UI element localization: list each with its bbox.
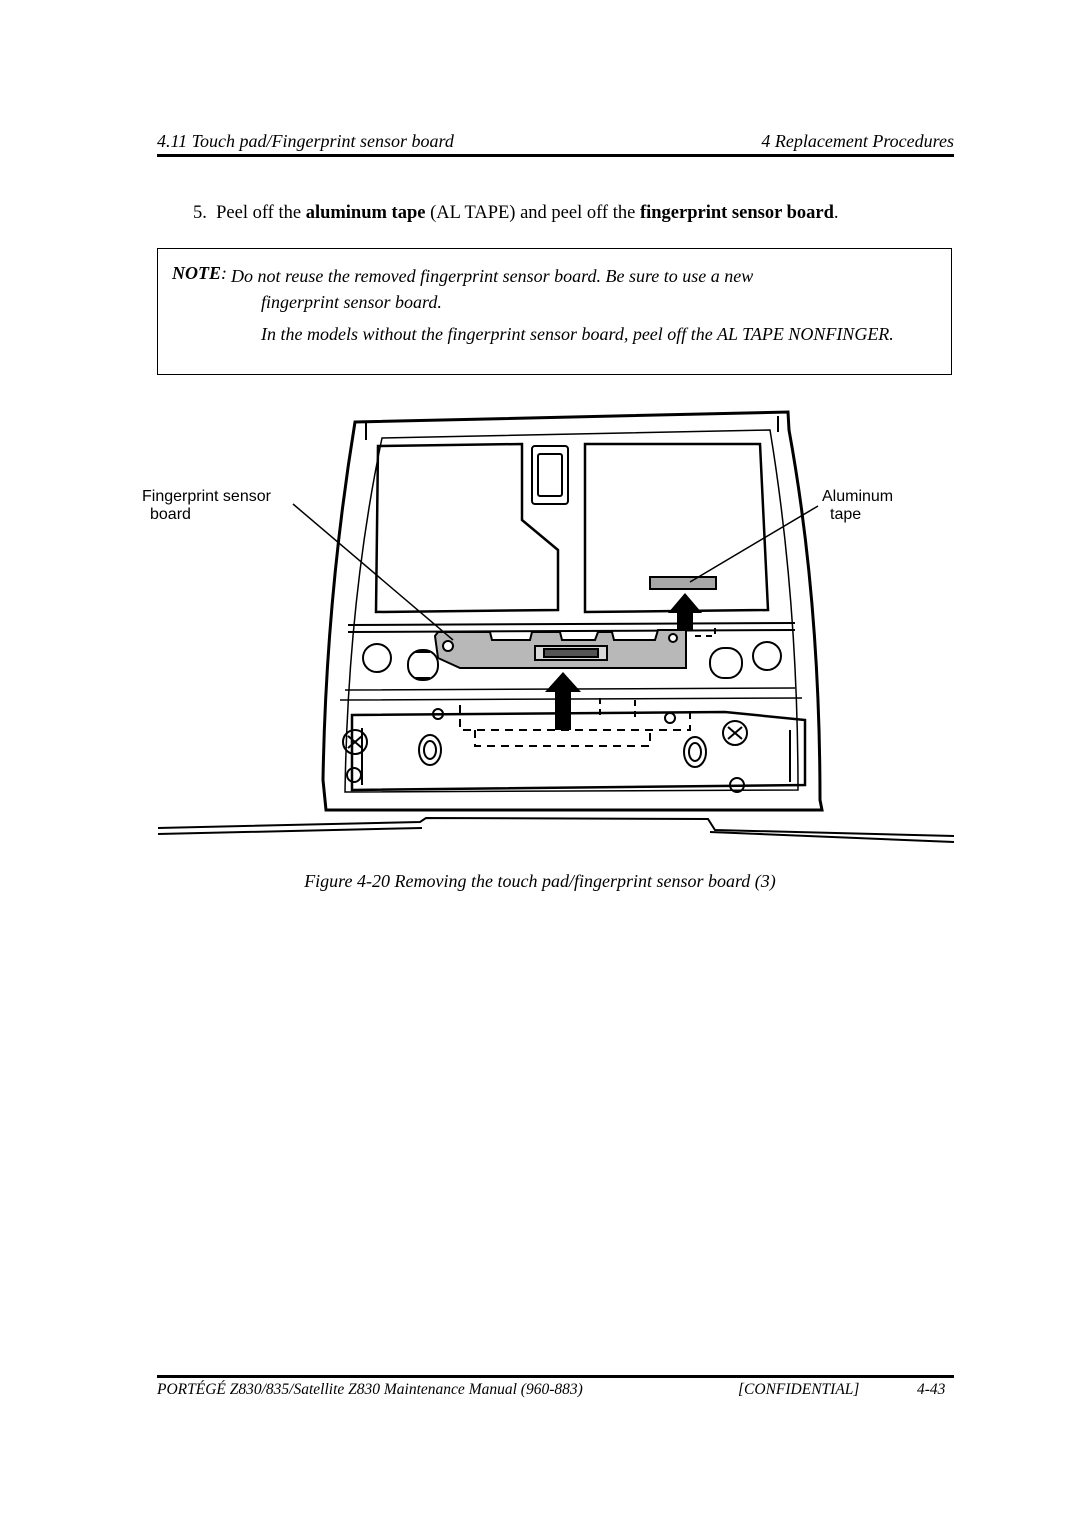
chapter-title: 4 Replacement Procedures [761,131,954,151]
step-text-1: Peel off the [216,203,306,223]
callout-left-line1: Fingerprint sensor [142,488,271,505]
note-box [157,248,952,375]
callout-fingerprint-sensor-board [142,488,271,524]
figure-touchpad-removal [130,400,970,850]
step-number: 5. [193,203,207,223]
figure-illustration [130,400,970,850]
callout-left-line2: board [150,506,191,523]
figure-caption: Figure 4-20 Removing the touch pad/fingerprint sensor board (3) [304,871,776,891]
header-rule [157,154,954,157]
note-p1-line2: fingerprint sensor board. [261,292,442,312]
note-colon: : [221,263,227,283]
callout-right-line1: Aluminum [822,488,894,505]
footer-page-number: 4-43 [917,1381,946,1398]
note-label [172,263,227,284]
footer-rule [157,1375,954,1378]
note-label-text: NOTE [172,263,221,283]
callout-right-line2: tape [830,506,862,523]
page-header [157,131,954,153]
step-bold-aluminum-tape: aluminum tape [305,203,426,223]
step-text-2: (AL TAPE) and peel off the [425,203,640,223]
callout-aluminum-tape [822,488,893,524]
section-title: 4.11 Touch pad/Fingerprint sensor board [157,131,454,151]
footer-confidential: [CONFIDENTIAL] [738,1381,860,1398]
footer-manual-title: PORTÉGÉ Z830/835/Satellite Z830 Maintenance Manual (960-883) [157,1381,583,1398]
step-bold-fingerprint-board: fingerprint sensor board [639,203,834,223]
step-5 [193,203,838,224]
note-paragraph-2: In the models without the fingerprint sensor board, peel off the AL TAPE NONFINGER. [261,324,894,344]
step-text-3: . [833,203,839,223]
note-p1-line1: Do not reuse the removed fingerprint sensor board. Be sure to use a new [231,266,754,286]
